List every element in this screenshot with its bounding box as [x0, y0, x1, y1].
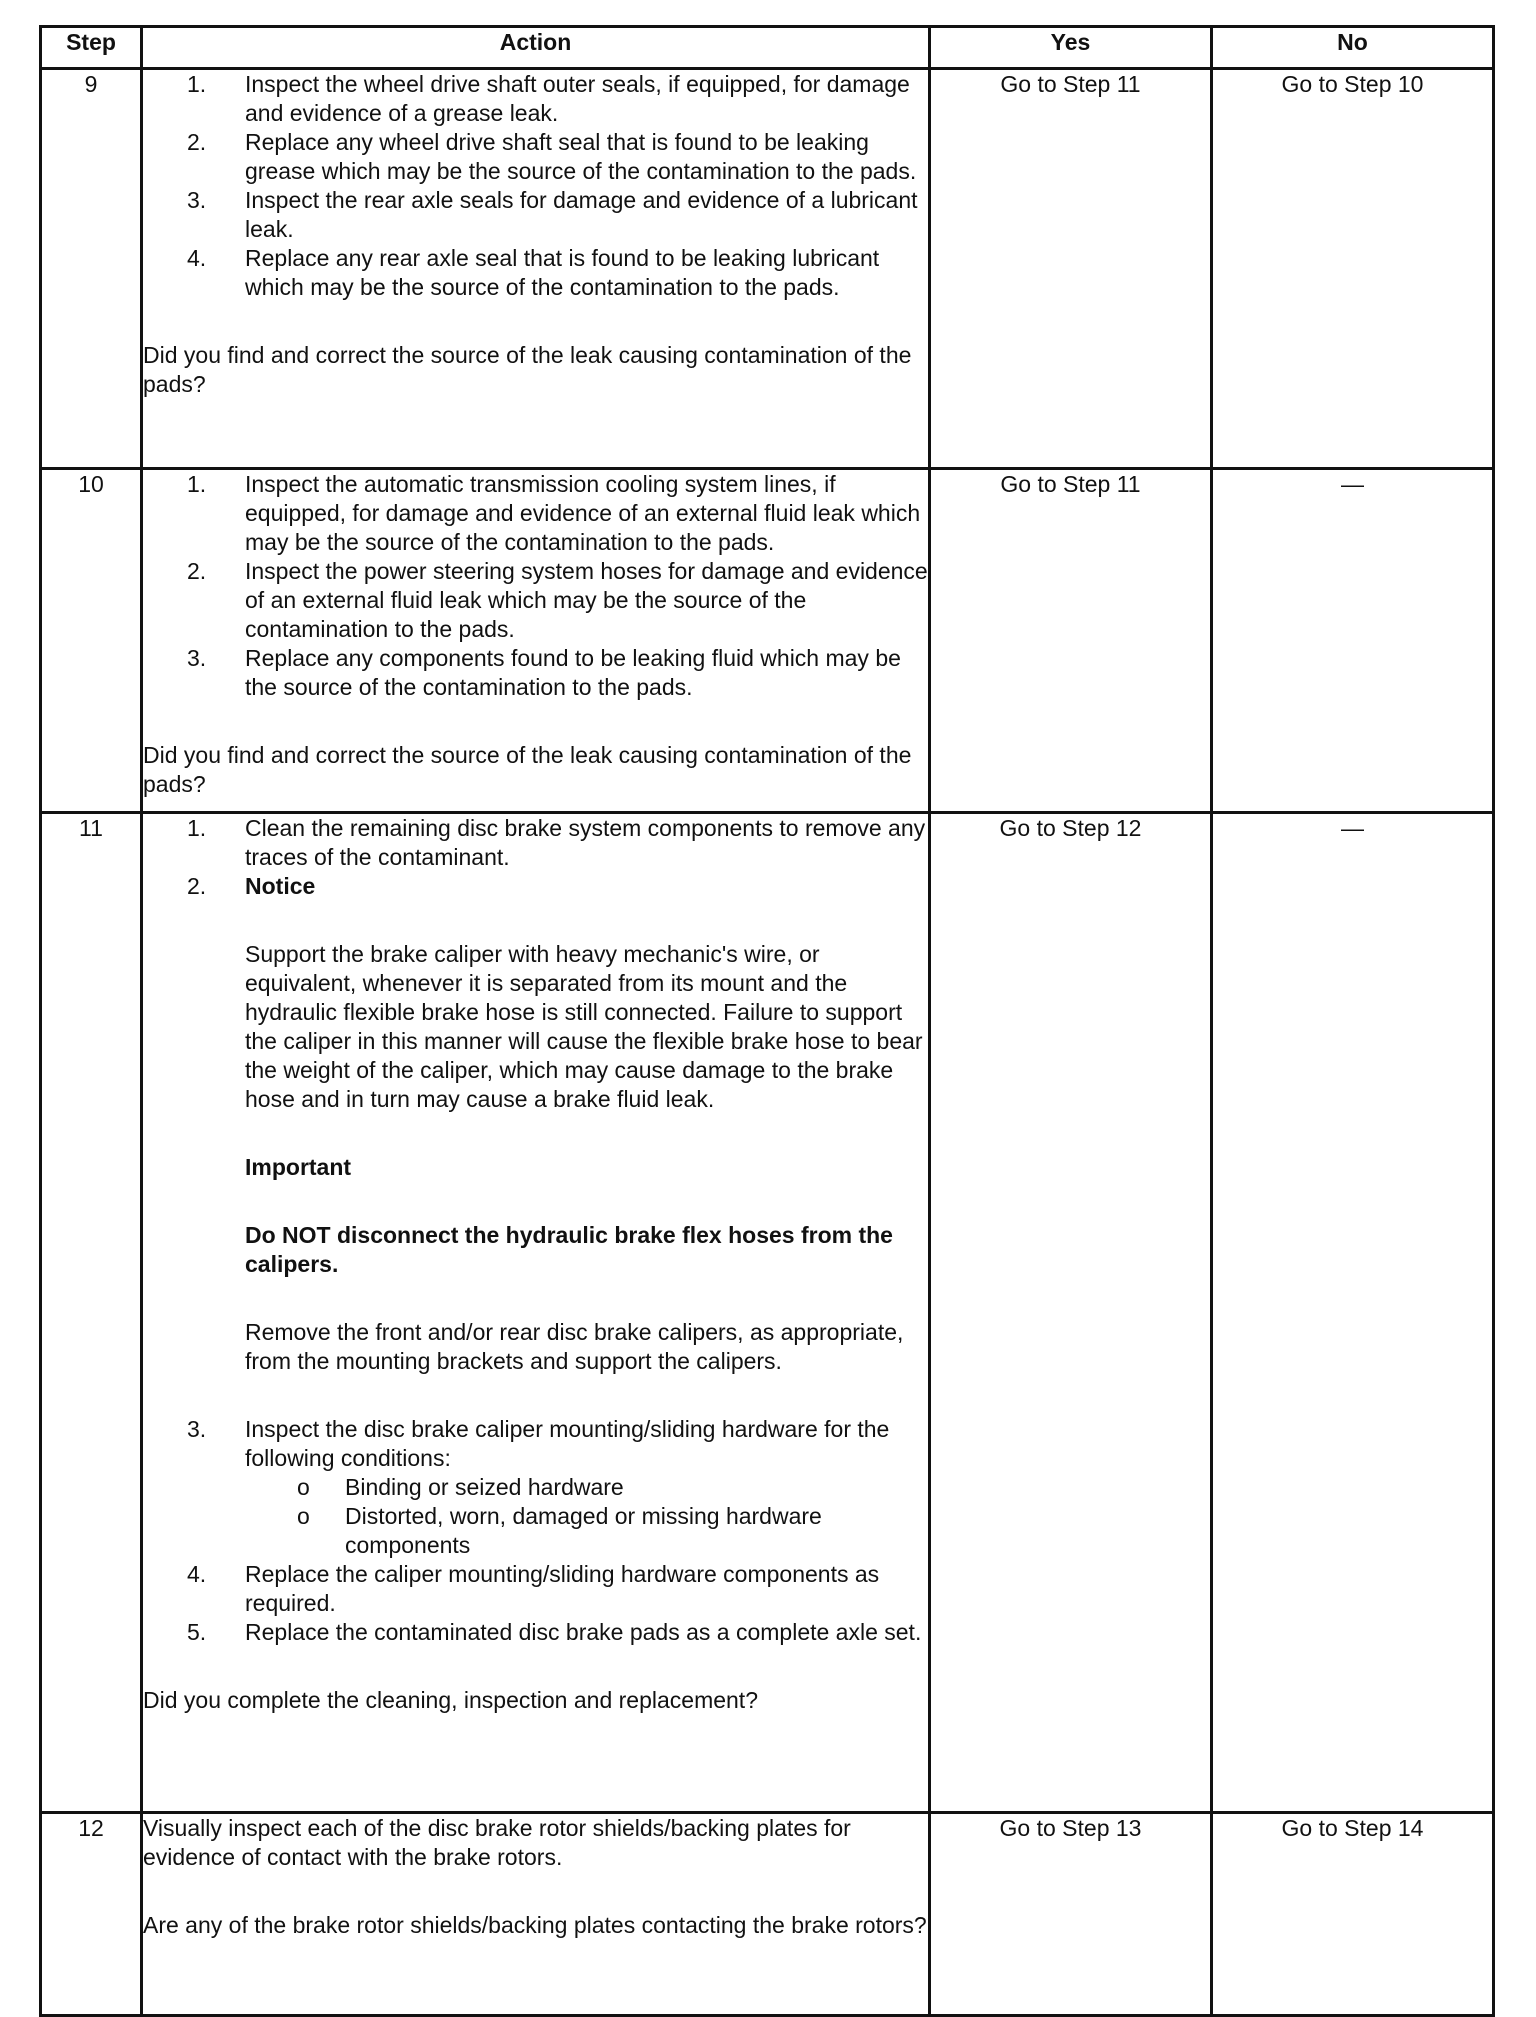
item-text: Replace the caliper mounting/sliding hardware components as required.: [245, 1561, 880, 1616]
item-text: Replace the contaminated disc brake pads as a complete axle set.: [245, 1619, 922, 1645]
important-title: Important: [245, 1154, 352, 1180]
notice-text: Support the brake caliper with heavy mechanic's wire, or equivalent, whenever it is separated from its mount and the hydraulic flexible brake hose is still connected. Failure to support the caliper in this manner will cause the flexible brake hose to bear the weight of the caliper, which may cause damage to the brake hose and in turn may cause a brake fluid leak.: [245, 941, 923, 1112]
no-cell: Go to Step 14: [1212, 1813, 1494, 2016]
action-cell: [142, 813, 930, 1813]
list-item: [143, 128, 928, 186]
sub-list: [245, 1473, 928, 1560]
list-item: [143, 1415, 928, 1560]
yes-cell: Go to Step 11: [930, 469, 1212, 813]
item-text: Inspect the disc brake caliper mounting/sliding hardware for the following conditions:: [245, 1416, 890, 1471]
sub-list-item: [245, 1473, 928, 1502]
action-list: [143, 814, 928, 1647]
sub-list-item: [245, 1502, 928, 1560]
action-cell: [142, 469, 930, 813]
list-item: [143, 1560, 928, 1618]
question-text: Are any of the brake rotor shields/backing plates contacting the brake rotors?: [143, 1912, 927, 1938]
item-number: 4.: [187, 1561, 207, 1587]
question-text: Did you complete the cleaning, inspection and replacement?: [143, 1687, 758, 1713]
yes-cell: Go to Step 12: [930, 813, 1212, 1813]
item-number: 1.: [187, 471, 207, 497]
action-list: [143, 470, 928, 702]
item-text: Inspect the power steering system hoses for damage and evidence of an external fluid leak which may be the source of the contamination to the pads.: [245, 558, 928, 642]
item-text: Inspect the wheel drive shaft outer seals, if equipped, for damage and evidence of a grease leak.: [245, 71, 910, 126]
header-step: Step: [41, 27, 142, 69]
item-number: 1.: [187, 71, 207, 97]
step-number: 11: [41, 813, 142, 1813]
item-text: Replace any wheel drive shaft seal that is found to be leaking grease which may be the source of the contamination to the pads.: [245, 129, 917, 184]
header-no: No: [1212, 27, 1494, 69]
step-number: 9: [41, 69, 142, 469]
table-row-step-9: [41, 69, 1494, 469]
yes-cell: Go to Step 11: [930, 69, 1212, 469]
item-text: Clean the remaining disc brake system components to remove any traces of the contaminant.: [245, 815, 926, 870]
header-yes: Yes: [930, 27, 1212, 69]
yes-cell: Go to Step 13: [930, 1813, 1212, 2016]
item-number: 2.: [187, 558, 207, 584]
table-header-row: [41, 27, 1494, 69]
item-number: 3.: [187, 645, 207, 671]
no-cell: Go to Step 10: [1212, 69, 1494, 469]
table-row-step-12: [41, 1813, 1494, 2016]
step-number: 10: [41, 469, 142, 813]
diagnostic-table: [39, 25, 1495, 2017]
list-item: [143, 186, 928, 244]
list-item: [143, 1618, 928, 1647]
circle-bullet-icon: o: [297, 1474, 310, 1500]
list-item: [143, 70, 928, 128]
circle-bullet-icon: o: [297, 1503, 310, 1529]
header-action: Action: [142, 27, 930, 69]
no-cell: —: [1212, 469, 1494, 813]
list-item: [143, 244, 928, 302]
action-cell: [142, 1813, 930, 2016]
question-text: Did you find and correct the source of the leak causing contamination of the pads?: [143, 342, 912, 397]
item-text: Inspect the automatic transmission cooling system lines, if equipped, for damage and evidence of an external fluid leak which may be the source of the contamination to the pads.: [245, 471, 921, 555]
item-number: 5.: [187, 1619, 207, 1645]
notice-title: Notice: [245, 873, 316, 899]
list-item: [143, 557, 928, 644]
item-text: Replace any components found to be leaking fluid which may be the source of the contamination to the pads.: [245, 645, 901, 700]
table-row-step-11: [41, 813, 1494, 1813]
item-text: Inspect the rear axle seals for damage and evidence of a lubricant leak.: [245, 187, 918, 242]
important-text: Do NOT disconnect the hydraulic brake flex hoses from the calipers.: [245, 1222, 893, 1277]
action-text: Visually inspect each of the disc brake rotor shields/backing plates for evidence of contact with the brake rotors.: [143, 1815, 851, 1870]
list-item: [143, 470, 928, 557]
no-cell: —: [1212, 813, 1494, 1813]
item-text: Replace any rear axle seal that is found to be leaking lubricant which may be the source of the contamination to the pads.: [245, 245, 880, 300]
question-text: Did you find and correct the source of the leak causing contamination of the pads?: [143, 742, 912, 797]
item-number: 2.: [187, 129, 207, 155]
item-number: 1.: [187, 815, 207, 841]
item-number: 4.: [187, 245, 207, 271]
step-number: 12: [41, 1813, 142, 2016]
item-number: 3.: [187, 1416, 207, 1442]
sub-item-text: Binding or seized hardware: [345, 1474, 624, 1500]
sub-item-text: Distorted, worn, damaged or missing hardware components: [345, 1503, 822, 1558]
table-row-step-10: [41, 469, 1494, 813]
item-text: Remove the front and/or rear disc brake calipers, as appropriate, from the mounting brackets and support the calipers.: [245, 1319, 904, 1374]
list-item: [143, 814, 928, 872]
item-number: 2.: [187, 873, 207, 899]
action-list: [143, 70, 928, 302]
action-cell: [142, 69, 930, 469]
list-item: [143, 644, 928, 702]
list-item: [143, 872, 928, 1415]
item-number: 3.: [187, 187, 207, 213]
